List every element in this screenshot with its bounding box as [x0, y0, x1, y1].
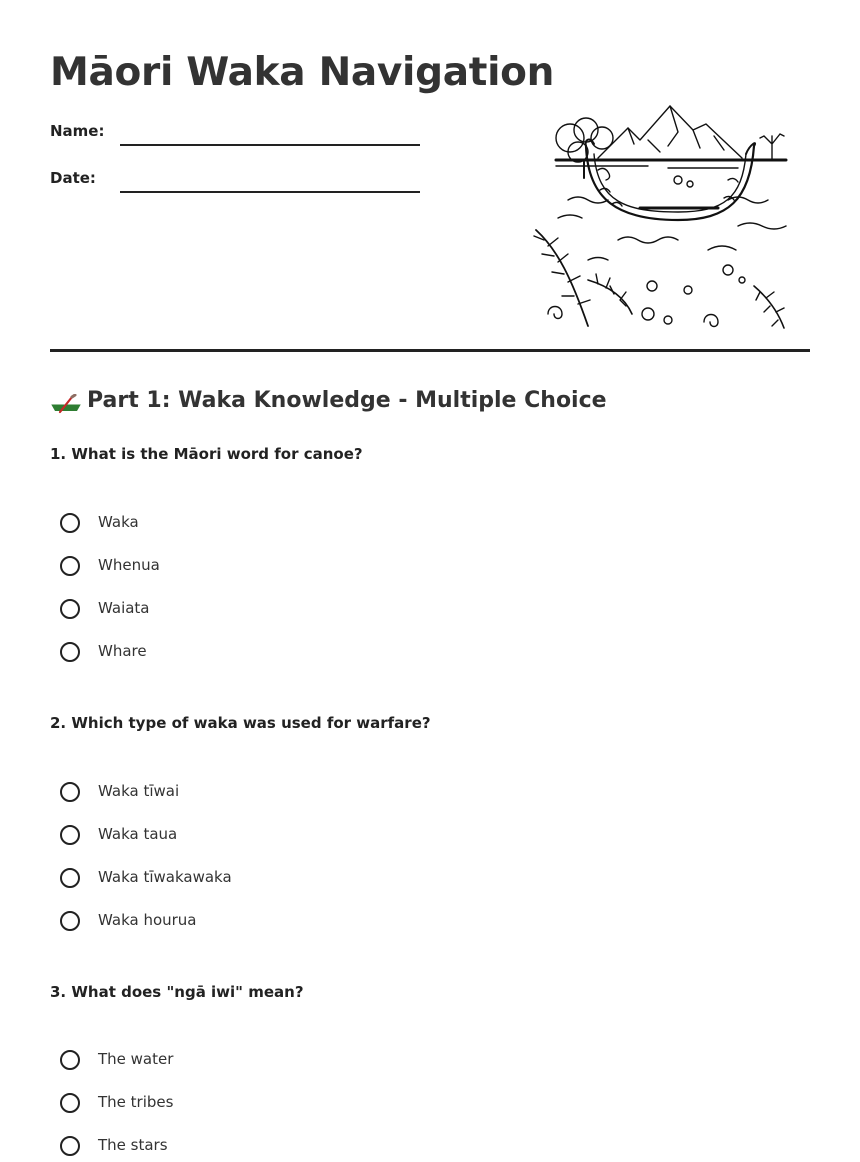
name-field[interactable] [120, 144, 420, 146]
option-label: Waiata [98, 599, 150, 617]
q1-option-c[interactable] [60, 599, 460, 625]
option-label: Whenua [98, 556, 160, 574]
question-3-prompt: 3. What does "ngā iwi" mean? [50, 983, 304, 1001]
q1-option-a[interactable] [60, 513, 460, 539]
q1-option-d[interactable] [60, 642, 460, 668]
radio-button[interactable] [60, 599, 80, 619]
radio-button[interactable] [60, 642, 80, 662]
radio-button[interactable] [60, 513, 80, 533]
option-label: The water [98, 1050, 174, 1068]
q3-option-b[interactable] [60, 1093, 460, 1119]
q3-option-c[interactable] [60, 1136, 460, 1162]
section-divider [50, 349, 810, 352]
radio-button[interactable] [60, 1050, 80, 1070]
waka-landscape-illustration [528, 100, 794, 332]
name-label: Name: [50, 122, 105, 140]
radio-button[interactable] [60, 911, 80, 931]
section-title: Part 1: Waka Knowledge - Multiple Choice [87, 388, 607, 413]
q1-option-b[interactable] [60, 556, 460, 582]
radio-button[interactable] [60, 556, 80, 576]
date-field[interactable] [120, 191, 420, 193]
canoe-icon [50, 394, 82, 414]
option-label: Waka taua [98, 825, 178, 843]
option-label: Waka [98, 513, 139, 531]
option-label: Waka tīwakawaka [98, 868, 232, 886]
radio-button[interactable] [60, 1136, 80, 1156]
radio-button[interactable] [60, 868, 80, 888]
question-1-prompt: 1. What is the Māori word for canoe? [50, 445, 363, 463]
q3-option-a[interactable] [60, 1050, 460, 1076]
radio-button[interactable] [60, 825, 80, 845]
q2-option-b[interactable] [60, 825, 460, 851]
radio-button[interactable] [60, 1093, 80, 1113]
option-label: Waka hourua [98, 911, 197, 929]
option-label: Waka tīwai [98, 782, 180, 800]
q2-option-c[interactable] [60, 868, 460, 894]
option-label: The stars [98, 1136, 168, 1154]
option-label: Whare [98, 642, 147, 660]
q2-option-d[interactable] [60, 911, 460, 937]
q2-option-a[interactable] [60, 782, 460, 808]
option-label: The tribes [98, 1093, 174, 1111]
page-title: Māori Waka Navigation [50, 50, 555, 95]
radio-button[interactable] [60, 782, 80, 802]
date-label: Date: [50, 169, 96, 187]
question-2-prompt: 2. Which type of waka was used for warfare? [50, 714, 431, 732]
